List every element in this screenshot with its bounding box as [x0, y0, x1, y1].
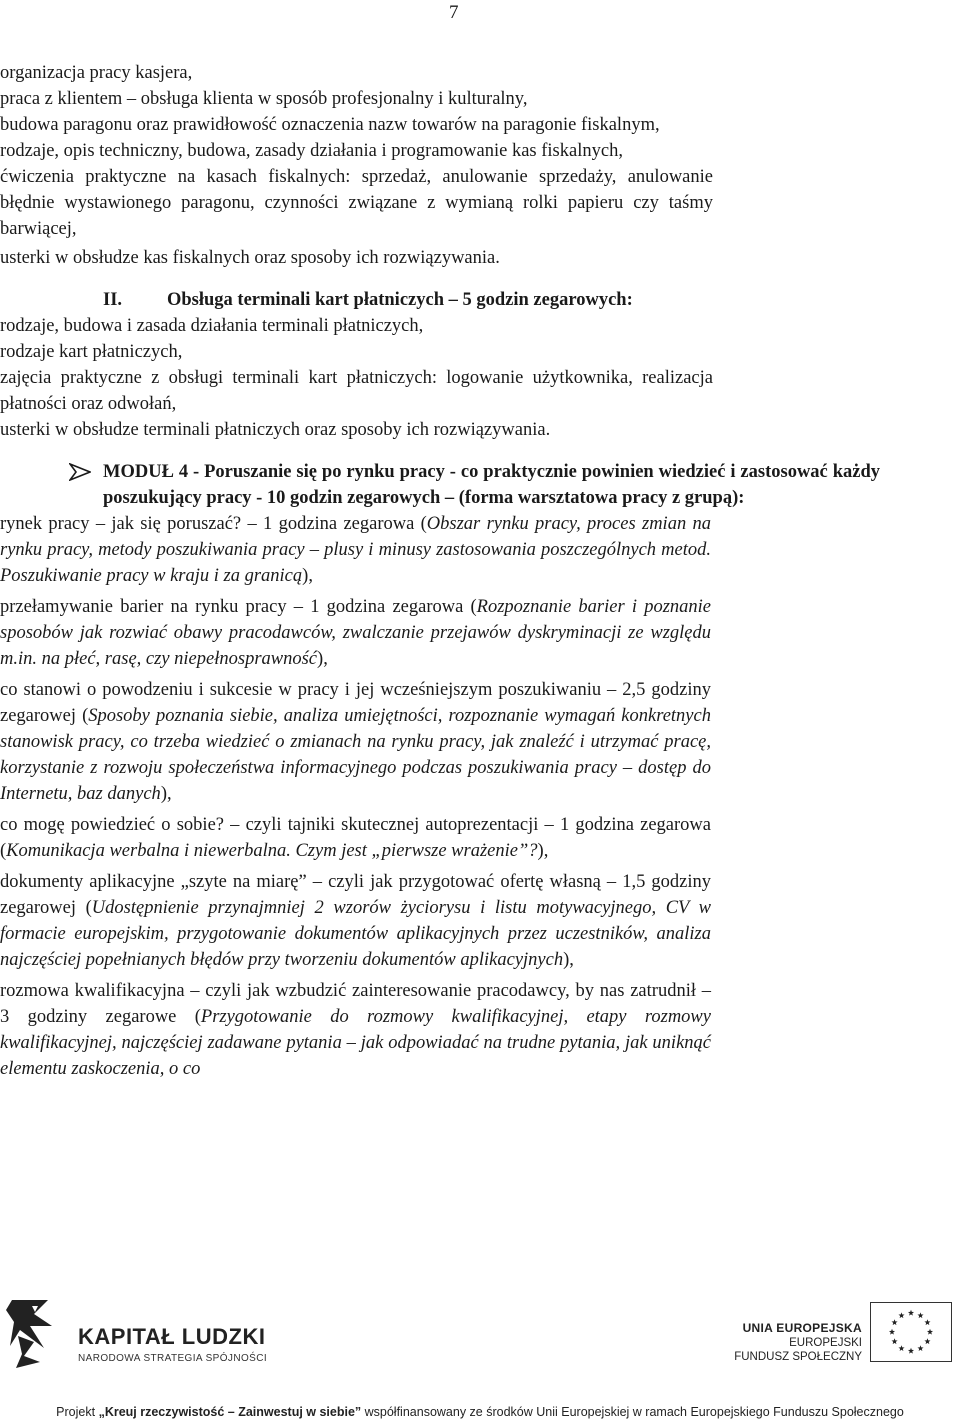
list-item: praca z klientem – obsługa klienta w sposób profesjonalny i kulturalny, [0, 86, 713, 112]
section-ii [0, 287, 960, 443]
section-title: Obsługa terminali kart płatniczych – 5 godzin zegarowych: [167, 290, 633, 310]
module-4-title: MODUŁ 4 - Poruszanie się po rynku pracy - co praktycznie powinien wiedzieć i zastosować każdy poszukujący pracy - 10 godzin zegarowych – (forma warsztatowa pracy z grupą): [103, 462, 880, 508]
list-item: organizacja pracy kasjera, [0, 60, 713, 86]
list-item: rodzaje, opis techniczny, budowa, zasady działania i programowanie kas fiskalnych, [0, 138, 713, 164]
list-item: rodzaje kart płatniczych, [0, 339, 713, 365]
eu-line-2: EUROPEJSKI [789, 1337, 862, 1349]
list-item: przełamywanie barier na rynku pracy – 1 godzina zegarowa (Rozpoznanie barier i poznanie sposobów jak rozwiać obawy pracodawców, zwalczanie przejawów dyskryminacji ze względu m.in. na płeć, rasę, czy niepełnosprawność), [0, 594, 711, 672]
list-item: usterki w obsłudze terminali płatniczych oraz sposoby ich rozwiązywania. [0, 417, 713, 443]
eu-line-1: UNIA EUROPEJSKA [742, 1321, 862, 1335]
module-4-heading [103, 459, 880, 511]
document-body [0, 60, 960, 1084]
kapital-ludzki-subtitle: NARODOWA STRATEGIA SPÓJNOŚCI [78, 1353, 268, 1364]
arrow-bullet-icon [69, 463, 91, 481]
section-ii-heading [0, 287, 960, 313]
list-item: dokumenty aplikacyjne „szyte na miarę” – czyli jak przygotować ofertę własną – 1,5 godziny zegarowej (Udostępnienie przynajmniej 2 wzorów życiorysu i listu motywacyjnego, CV w formacie europejskim, przygotowanie dokumentów aplikacyjnych przez uczestników, analiza najczęściej popełnianych błędów przy tworzeniu dokumentów aplikacyjnych), [0, 869, 711, 973]
list-item: usterki w obsłudze kas fiskalnych oraz sposoby ich rozwiązywania. [0, 245, 713, 271]
kapital-ludzki-logo-icon [4, 1296, 56, 1372]
cashier-topics-list [0, 60, 713, 271]
list-item: zajęcia praktyczne z obsługi terminali kart płatniczych: logowanie użytkownika, realizacja płatności oraz odwołań, [0, 365, 713, 417]
footer-logos [0, 1296, 960, 1394]
eu-flag-icon [870, 1302, 952, 1362]
list-item: rozmowa kwalifikacyjna – czyli jak wzbudzić zainteresowanie pracodawcy, by nas zatrudnił – 3 godziny zegarowe (Przygotowanie do rozmowy kwalifikacyjnej, etapy rozmowy kwalifikacyjnej, najczęściej zadawane pytania – jak odpowiadać na trudne pytania, jak uniknąć elementu zaskoczenia, o co [0, 978, 711, 1082]
module-4-topics-list [0, 511, 711, 1082]
list-item: co stanowi o powodzeniu i sukcesie w pracy i jej wcześniejszym poszukiwaniu – 2,5 godziny zegarowej (Sposoby poznania siebie, analiza umiejętności, rozpoznanie wymagań konkretnych stanowisk pracy, co trzeba wiedzieć o zmianach na rynku pracy, jak znaleźć i utrzymać pracę, korzystanie z rozwoju społeczeństwa informacyjnego podczas poszukiwania pracy – dostęp do Internetu, baz danych), [0, 677, 711, 807]
project-name: „Kreuj rzeczywistość – Zainwestuj w siebie” [98, 1405, 362, 1419]
section-number: II. [103, 290, 123, 310]
list-item: budowa paragonu oraz prawidłowość oznaczenia nazw towarów na paragonie fiskalnym, [0, 112, 713, 138]
list-item: co mogę powiedzieć o sobie? – czyli tajniki skutecznej autoprezentacji – 1 godzina zegarowa (Komunikacja werbalna i niewerbalna. Czym jest „pierwsze wrażenie”?), [0, 812, 711, 864]
list-item: ćwiczenia praktyczne na kasach fiskalnych: sprzedaż, anulowanie sprzedaży, anulowanie błędnie wystawionego paragonu, czynności związane z wymianą rolki papieru czy taśmy barwiącej, [0, 164, 713, 242]
project-footer [0, 1405, 960, 1419]
eu-line-3: FUNDUSZ SPOŁECZNY [734, 1351, 862, 1363]
eu-fund-label [734, 1320, 862, 1364]
project-suffix: współfinansowany ze środków Unii Europejskiej w ramach Europejskiego Funduszu Społecznego [361, 1405, 904, 1419]
kapital-ludzki-title: KAPITAŁ LUDZKI [78, 1324, 266, 1349]
page-number: 7 [449, 2, 459, 23]
terminal-topics-list [0, 313, 713, 443]
list-item: rodzaje, budowa i zasada działania terminali płatniczych, [0, 313, 713, 339]
list-item: rynek pracy – jak się poruszać? – 1 godzina zegarowa (Obszar rynku pracy, proces zmian na rynku pracy, metody poszukiwania pracy – plusy i minusy zastosowania poszczególnych metod. Poszukiwanie pracy w kraju i za granicą), [0, 511, 711, 589]
project-prefix: Projekt [56, 1405, 99, 1419]
